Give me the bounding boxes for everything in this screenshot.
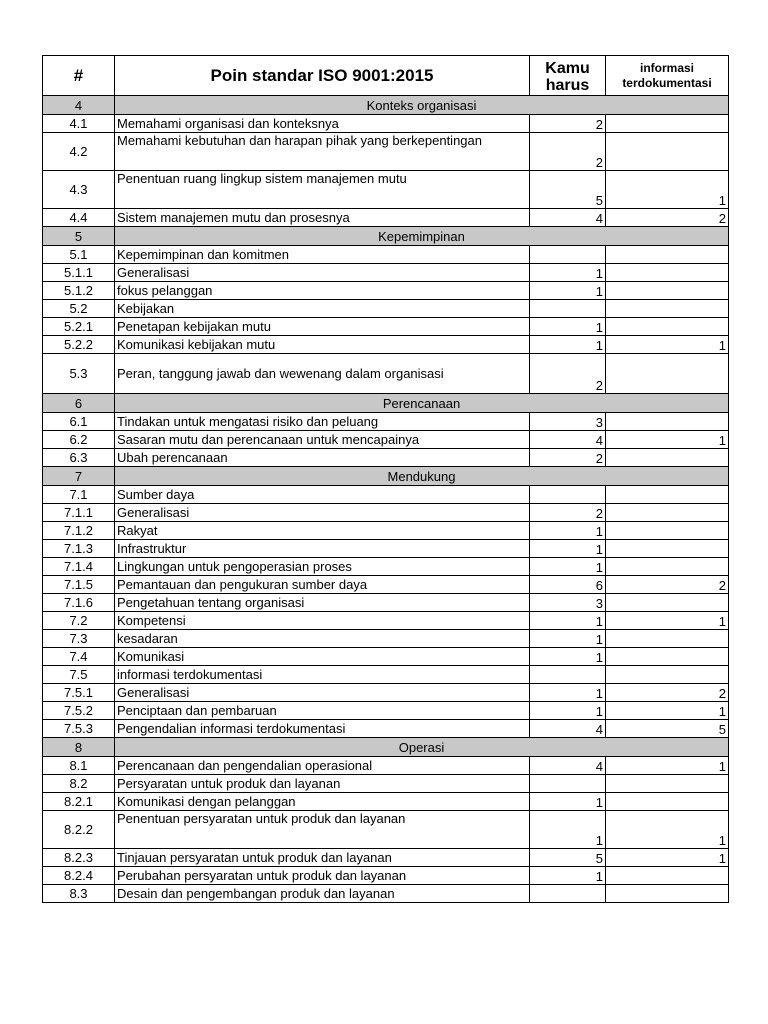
table-header-row (43, 56, 729, 96)
clause-number: 8.3 (43, 885, 115, 903)
header-info-line1: informasi (639, 60, 694, 75)
clause-number: 7.5.2 (43, 702, 115, 720)
kamu-harus-value: 2 (530, 115, 606, 133)
table-row (43, 867, 729, 885)
clause-description: kesadaran (115, 630, 530, 648)
clause-description: Ubah perencanaan (115, 449, 530, 467)
clause-description: Generalisasi (115, 684, 530, 702)
iso-requirements-table (42, 55, 729, 903)
table-row (43, 720, 729, 738)
kamu-harus-value: 4 (530, 431, 606, 449)
table-row (43, 793, 729, 811)
clause-number: 7.2 (43, 612, 115, 630)
table-row (43, 885, 729, 903)
clause-description: Sistem manajemen mutu dan prosesnya (115, 209, 530, 227)
informasi-value (606, 867, 729, 885)
clause-number: 5.2.2 (43, 336, 115, 354)
table-row (43, 666, 729, 684)
informasi-value (606, 300, 729, 318)
clause-number: 8.2 (43, 775, 115, 793)
table-row (43, 413, 729, 431)
informasi-value: 1 (606, 171, 729, 209)
kamu-harus-value: 1 (530, 612, 606, 630)
table-row (43, 684, 729, 702)
clause-description: Pengendalian informasi terdokumentasi (115, 720, 530, 738)
kamu-harus-value: 4 (530, 757, 606, 775)
clause-description: Kebijakan (115, 300, 530, 318)
kamu-harus-value: 1 (530, 702, 606, 720)
kamu-harus-value: 3 (530, 594, 606, 612)
clause-number: 7.5.3 (43, 720, 115, 738)
header-kamu-line2: harus (545, 76, 590, 94)
clause-description: Penciptaan dan pembaruan (115, 702, 530, 720)
informasi-value: 5 (606, 720, 729, 738)
informasi-value: 2 (606, 684, 729, 702)
informasi-value (606, 648, 729, 666)
clause-description: Komunikasi kebijakan mutu (115, 336, 530, 354)
clause-description: Penetapan kebijakan mutu (115, 318, 530, 336)
informasi-value (606, 449, 729, 467)
clause-number: 7.1.5 (43, 576, 115, 594)
table-row (43, 775, 729, 793)
clause-number: 4.2 (43, 133, 115, 171)
informasi-value: 2 (606, 209, 729, 227)
section-row (43, 467, 729, 486)
table-row (43, 522, 729, 540)
kamu-harus-value: 1 (530, 630, 606, 648)
section-title: Konteks organisasi (115, 96, 729, 115)
table-row (43, 209, 729, 227)
clause-number: 7.5 (43, 666, 115, 684)
informasi-value (606, 413, 729, 431)
informasi-value (606, 504, 729, 522)
table-row (43, 171, 729, 209)
clause-description: Persyaratan untuk produk dan layanan (115, 775, 530, 793)
informasi-value (606, 594, 729, 612)
table-row (43, 336, 729, 354)
kamu-harus-value (530, 300, 606, 318)
clause-description: Komunikasi (115, 648, 530, 666)
clause-number: 7.3 (43, 630, 115, 648)
clause-description: Penentuan persyaratan untuk produk dan layanan (115, 811, 530, 849)
informasi-value: 1 (606, 757, 729, 775)
clause-description: Perencanaan dan pengendalian operasional (115, 757, 530, 775)
table-row (43, 133, 729, 171)
clause-description: Generalisasi (115, 504, 530, 522)
clause-number: 8.2.2 (43, 811, 115, 849)
informasi-value (606, 282, 729, 300)
table-row (43, 612, 729, 630)
kamu-harus-value: 1 (530, 540, 606, 558)
kamu-harus-value (530, 666, 606, 684)
clause-number: 7.1 (43, 486, 115, 504)
clause-number: 7.1.1 (43, 504, 115, 522)
kamu-harus-value: 2 (530, 133, 606, 171)
section-title: Operasi (115, 738, 729, 757)
header-number: # (43, 56, 115, 96)
informasi-value (606, 133, 729, 171)
kamu-harus-value: 1 (530, 793, 606, 811)
informasi-value: 1 (606, 336, 729, 354)
clause-number: 4.4 (43, 209, 115, 227)
section-row (43, 96, 729, 115)
informasi-value (606, 630, 729, 648)
kamu-harus-value: 1 (530, 811, 606, 849)
informasi-value: 2 (606, 576, 729, 594)
clause-number: 6.1 (43, 413, 115, 431)
kamu-harus-value: 1 (530, 282, 606, 300)
kamu-harus-value: 1 (530, 648, 606, 666)
table-row (43, 318, 729, 336)
kamu-harus-value: 2 (530, 504, 606, 522)
informasi-value: 1 (606, 811, 729, 849)
informasi-value (606, 354, 729, 394)
table-row (43, 431, 729, 449)
clause-description: Infrastruktur (115, 540, 530, 558)
section-title: Perencanaan (115, 394, 729, 413)
informasi-value (606, 540, 729, 558)
kamu-harus-value (530, 775, 606, 793)
clause-description: Kompetensi (115, 612, 530, 630)
table-body (43, 96, 729, 903)
section-row (43, 227, 729, 246)
table-row (43, 486, 729, 504)
section-row (43, 738, 729, 757)
clause-number: 4.1 (43, 115, 115, 133)
kamu-harus-value: 1 (530, 318, 606, 336)
header-info-line2: terdokumentasi (622, 75, 712, 90)
informasi-value: 1 (606, 431, 729, 449)
table-row (43, 558, 729, 576)
table-row (43, 702, 729, 720)
table-row (43, 648, 729, 666)
clause-description: Generalisasi (115, 264, 530, 282)
informasi-value (606, 318, 729, 336)
informasi-value (606, 558, 729, 576)
kamu-harus-value: 1 (530, 522, 606, 540)
clause-number: 5.2.1 (43, 318, 115, 336)
table-row (43, 811, 729, 849)
clause-number: 5.3 (43, 354, 115, 394)
clause-description: Kepemimpinan dan komitmen (115, 246, 530, 264)
clause-number: 5.1 (43, 246, 115, 264)
table-row (43, 300, 729, 318)
clause-description: Komunikasi dengan pelanggan (115, 793, 530, 811)
informasi-value (606, 246, 729, 264)
clause-number: 5.1.2 (43, 282, 115, 300)
clause-number: 8.2.1 (43, 793, 115, 811)
clause-number: 8.2.3 (43, 849, 115, 867)
clause-description: Pemantauan dan pengukuran sumber daya (115, 576, 530, 594)
kamu-harus-value: 2 (530, 449, 606, 467)
table-row (43, 540, 729, 558)
informasi-value: 1 (606, 702, 729, 720)
clause-description: Memahami organisasi dan konteksnya (115, 115, 530, 133)
section-number: 7 (43, 467, 115, 486)
table-row (43, 282, 729, 300)
header-kamu-harus (530, 56, 606, 96)
header-kamu-line1: Kamu (545, 59, 590, 77)
clause-number: 4.3 (43, 171, 115, 209)
table-row (43, 504, 729, 522)
kamu-harus-value (530, 885, 606, 903)
clause-description: Tindakan untuk mengatasi risiko dan peluang (115, 413, 530, 431)
table-row (43, 449, 729, 467)
table-row (43, 630, 729, 648)
clause-number: 8.1 (43, 757, 115, 775)
section-number: 8 (43, 738, 115, 757)
section-row (43, 394, 729, 413)
table-row (43, 264, 729, 282)
kamu-harus-value: 1 (530, 336, 606, 354)
clause-number: 7.1.4 (43, 558, 115, 576)
informasi-value (606, 486, 729, 504)
clause-description: Tinjauan persyaratan untuk produk dan layanan (115, 849, 530, 867)
clause-number: 6.2 (43, 431, 115, 449)
kamu-harus-value: 1 (530, 867, 606, 885)
kamu-harus-value: 4 (530, 720, 606, 738)
clause-description: Desain dan pengembangan produk dan layanan (115, 885, 530, 903)
informasi-value (606, 793, 729, 811)
clause-description: Lingkungan untuk pengoperasian proses (115, 558, 530, 576)
clause-number: 5.2 (43, 300, 115, 318)
clause-number: 6.3 (43, 449, 115, 467)
clause-number: 7.1.6 (43, 594, 115, 612)
kamu-harus-value: 1 (530, 558, 606, 576)
informasi-value (606, 115, 729, 133)
clause-description: Penentuan ruang lingkup sistem manajemen mutu (115, 171, 530, 209)
table-row (43, 594, 729, 612)
informasi-value (606, 666, 729, 684)
clause-description: Peran, tanggung jawab dan wewenang dalam organisasi (115, 354, 530, 394)
clause-description: Pengetahuan tentang organisasi (115, 594, 530, 612)
clause-number: 7.1.3 (43, 540, 115, 558)
kamu-harus-value: 3 (530, 413, 606, 431)
kamu-harus-value: 5 (530, 849, 606, 867)
kamu-harus-value (530, 486, 606, 504)
informasi-value (606, 522, 729, 540)
section-number: 5 (43, 227, 115, 246)
table-row (43, 576, 729, 594)
informasi-value (606, 775, 729, 793)
table-row (43, 115, 729, 133)
kamu-harus-value: 1 (530, 684, 606, 702)
table-row (43, 246, 729, 264)
kamu-harus-value: 6 (530, 576, 606, 594)
informasi-value (606, 264, 729, 282)
clause-description: Sasaran mutu dan perencanaan untuk mencapainya (115, 431, 530, 449)
kamu-harus-value: 4 (530, 209, 606, 227)
section-number: 6 (43, 394, 115, 413)
section-number: 4 (43, 96, 115, 115)
table-row (43, 757, 729, 775)
clause-number: 7.5.1 (43, 684, 115, 702)
section-title: Mendukung (115, 467, 729, 486)
clause-description: Memahami kebutuhan dan harapan pihak yang berkepentingan (115, 133, 530, 171)
informasi-value (606, 885, 729, 903)
table-row (43, 354, 729, 394)
clause-number: 8.2.4 (43, 867, 115, 885)
clause-description: Sumber daya (115, 486, 530, 504)
clause-description: fokus pelanggan (115, 282, 530, 300)
header-title: Poin standar ISO 9001:2015 (115, 56, 530, 96)
informasi-value: 1 (606, 849, 729, 867)
kamu-harus-value: 5 (530, 171, 606, 209)
section-title: Kepemimpinan (115, 227, 729, 246)
table-row (43, 849, 729, 867)
clause-description: informasi terdokumentasi (115, 666, 530, 684)
clause-description: Rakyat (115, 522, 530, 540)
clause-number: 7.4 (43, 648, 115, 666)
kamu-harus-value (530, 246, 606, 264)
header-informasi-terdokumentasi (606, 56, 729, 96)
clause-description: Perubahan persyaratan untuk produk dan layanan (115, 867, 530, 885)
clause-number: 5.1.1 (43, 264, 115, 282)
kamu-harus-value: 1 (530, 264, 606, 282)
kamu-harus-value: 2 (530, 354, 606, 394)
informasi-value: 1 (606, 612, 729, 630)
clause-number: 7.1.2 (43, 522, 115, 540)
